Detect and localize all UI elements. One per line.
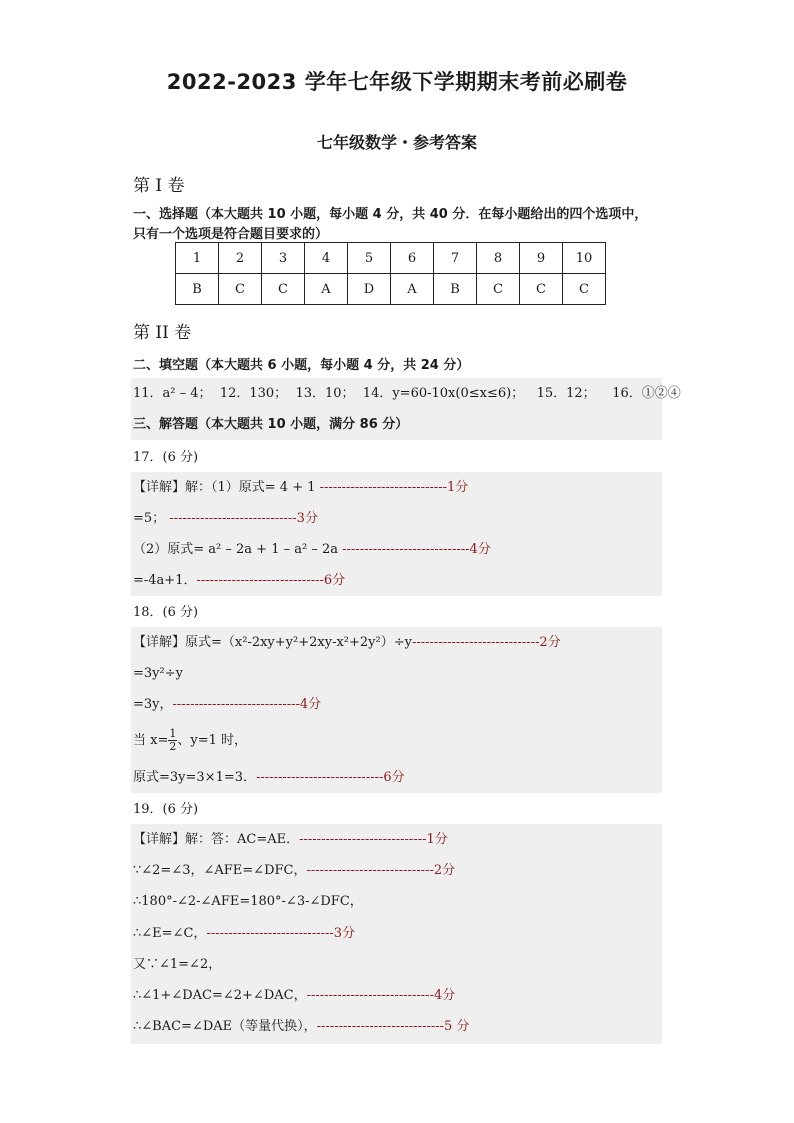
q18-step: =3y²÷y: [133, 666, 183, 681]
q17-step: （2）原式= a² – 2a + 1 – a² – 2a: [133, 542, 343, 557]
page-title: 2022-2023 学年七年级下学期期末考前必刷卷: [166, 70, 628, 94]
question-number-cell: 1: [176, 243, 219, 274]
one-half-fraction: [168, 728, 177, 753]
section-three-title: 三、解答题（本大题共 10 小题，满分 86 分）: [133, 417, 409, 432]
q18-score-marker: -----------------------------6分: [256, 770, 405, 785]
q19-score-marker: -----------------------------4分: [306, 988, 456, 1003]
question-number-cell: 5: [348, 243, 391, 274]
q19-line-4: [133, 924, 355, 944]
q18-line-5: [133, 768, 405, 788]
q18-step-suffix: 、y=1 时，: [177, 733, 247, 748]
q17-line-1: [133, 478, 468, 498]
answer-cell: C: [563, 274, 606, 305]
question-number-cell: 6: [391, 243, 434, 274]
question-number-cell: 8: [477, 243, 520, 274]
q17-step: 【详解】解：（1）原式= 4 + 1: [133, 480, 320, 495]
q17-line-4: [133, 571, 345, 591]
q19-line-5: [133, 955, 221, 975]
section-one-title-line1: 一、选择题（本大题共 10 小题，每小题 4 分，共 40 分．在每小题给出的四个选项中，: [133, 207, 648, 222]
q18-score-marker: -----------------------------4分: [172, 697, 322, 712]
answer-16: 16．①②④: [612, 386, 681, 401]
q18-header: 18．(6 分): [133, 605, 199, 620]
question-number-cell: 2: [219, 243, 262, 274]
answer-11: 11．a² – 4；: [133, 386, 212, 401]
q19-step: ∴180°-∠2-∠AFE=180°-∠3-∠DFC，: [133, 894, 363, 909]
q17-score-marker: -----------------------------4分: [342, 542, 491, 557]
q17-header: 17．(6 分): [133, 450, 199, 465]
q17-score-marker: -----------------------------1分: [319, 480, 469, 495]
volume-one-heading: 第 I 卷: [133, 176, 185, 196]
answer-table-answer-row: [176, 274, 606, 305]
q19-step: ∴∠BAC=∠DAE（等量代换），: [133, 1019, 317, 1034]
q18-line-3: [133, 695, 321, 715]
q18-step: =3y，: [133, 697, 173, 712]
q19-step: ∴∠1+∠DAC=∠2+∠DAC，: [133, 988, 307, 1003]
q19-line-1: [133, 830, 448, 850]
q18-line-4: [133, 728, 247, 753]
answer-cell: C: [477, 274, 520, 305]
fill-blank-answers: [133, 384, 681, 404]
q17-line-3: [133, 540, 491, 560]
q19-score-marker: -----------------------------2分: [306, 863, 456, 878]
q17-step: =5；: [133, 511, 170, 526]
answer-table-number-row: [176, 243, 606, 274]
q18-line-2: [133, 664, 183, 684]
q17-score-marker: -----------------------------6分: [196, 573, 346, 588]
answer-14: 14．y=60-10x(0≤x≤6)；: [362, 386, 525, 401]
q19-step: ∵∠2=∠3，∠AFE=∠DFC，: [133, 863, 307, 878]
section-one-title-line2: 只有一个选项是符合题目要求的）: [133, 227, 329, 242]
q19-line-2: [133, 861, 455, 881]
q19-line-6: [133, 986, 455, 1006]
q19-line-3: [133, 892, 363, 912]
q17-score-marker: -----------------------------3分: [169, 511, 318, 526]
q19-score-marker: -----------------------------5 分: [316, 1019, 470, 1034]
q19-score-marker: -----------------------------3分: [206, 926, 356, 941]
q19-score-marker: -----------------------------1分: [299, 832, 448, 847]
answer-12: 12．130；: [219, 386, 288, 401]
question-number-cell: 7: [434, 243, 477, 274]
section-two-title: 二、填空题（本大题共 6 小题，每小题 4 分，共 24 分）: [133, 358, 470, 373]
answer-cell: B: [434, 274, 477, 305]
q18-score-marker: -----------------------------2分: [411, 635, 561, 650]
page-subtitle: 七年级数学・参考答案: [316, 133, 477, 152]
answer-cell: C: [520, 274, 563, 305]
answer-table: [175, 242, 606, 305]
answer-cell: A: [305, 274, 348, 305]
question-number-cell: 9: [520, 243, 563, 274]
q19-step: 【详解】解：答：AC=AE．: [133, 832, 300, 847]
answer-cell: D: [348, 274, 391, 305]
question-number-cell: 3: [262, 243, 305, 274]
question-number-cell: 4: [305, 243, 348, 274]
answer-15: 15．12；: [536, 386, 596, 401]
q19-header: 19．(6 分): [133, 802, 199, 817]
q19-line-7: [133, 1017, 469, 1037]
q19-step: ∴∠E=∠C，: [133, 926, 207, 941]
answer-cell: B: [176, 274, 219, 305]
fraction-denominator: 2: [169, 740, 177, 753]
q17-step: =-4a+1．: [133, 573, 197, 588]
fraction-numerator: 1: [169, 727, 177, 740]
answer-cell: C: [219, 274, 262, 305]
volume-two-heading: 第 II 卷: [133, 323, 192, 343]
answer-cell: A: [391, 274, 434, 305]
answer-13: 13．10；: [295, 386, 355, 401]
question-number-cell: 10: [563, 243, 606, 274]
q17-line-2: [133, 509, 318, 529]
q18-step: 原式=3y=3×1=3．: [133, 770, 256, 785]
answer-cell: C: [262, 274, 305, 305]
q18-step: 【详解】原式=（x²-2xy+y²+2xy-x²+2y²）÷y: [133, 635, 412, 650]
q19-step: 又∵∠1=∠2，: [133, 957, 222, 972]
q18-step-prefix: 当 x=: [133, 733, 169, 748]
q18-line-1: [133, 633, 561, 653]
